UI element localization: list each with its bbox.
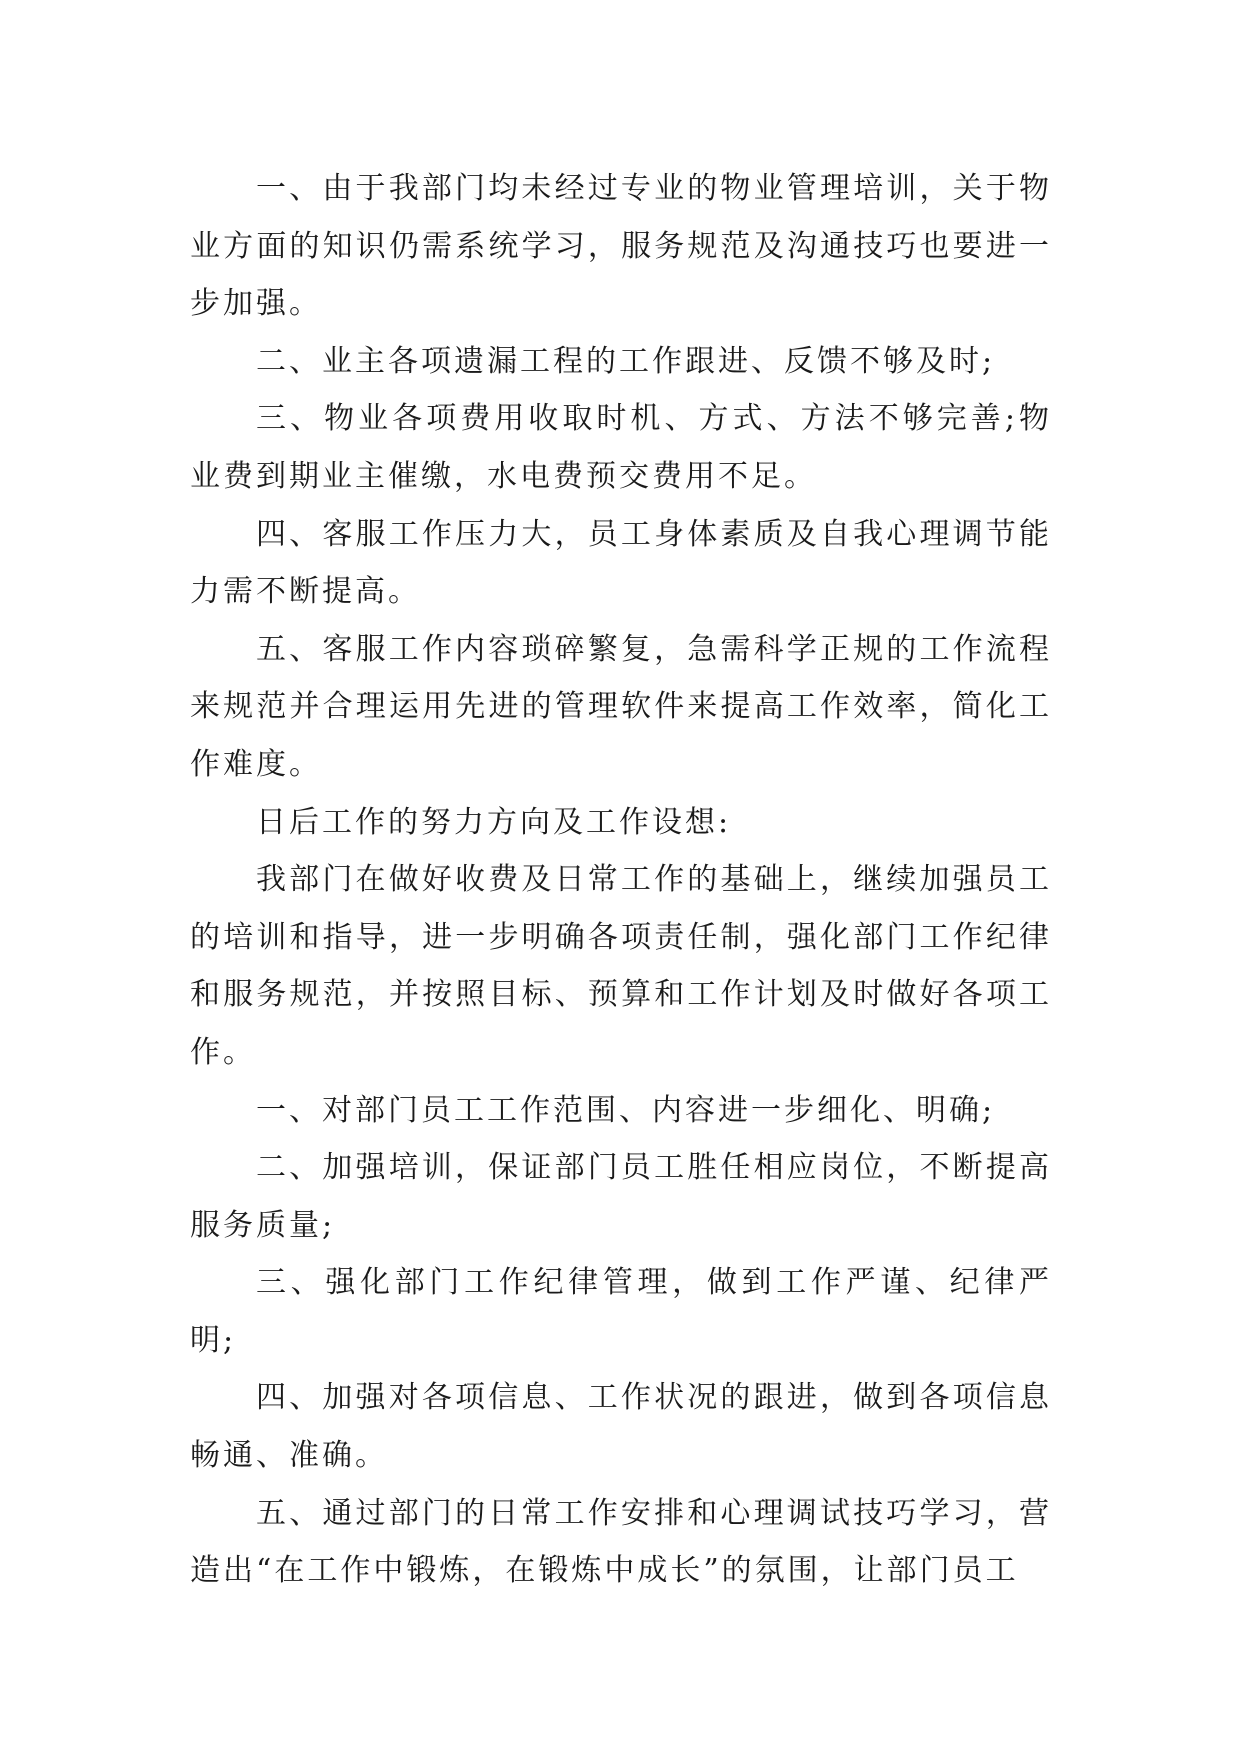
paragraph-plan-4: 四、加强对各项信息、工作状况的跟进，做到各项信息畅通、准确。 — [190, 1380, 1052, 1474]
paragraph-plan-2: 二、加强培训，保证部门员工胜任相应岗位，不断提高服务质量; — [190, 1150, 1052, 1243]
paragraph-problem-4: 四、客服工作压力大，员工身体素质及自我心理调节能力需不断提高。 — [190, 516, 1052, 610]
paragraph-plan-5: 五、通过部门的日常工作安排和心理调试技巧学习，营造出“在工作中锻炼，在锻炼中成长”的氛围，让部门员工 — [190, 1495, 1052, 1589]
section-heading-future-plans: 日后工作的努力方向及工作设想: — [256, 804, 732, 840]
paragraph-plan-1: 一、对部门员工工作范围、内容进一步细化、明确; — [256, 1092, 996, 1128]
paragraph-plan-3: 三、强化部门工作纪律管理，做到工作严谨、纪律严明; — [190, 1265, 1052, 1358]
paragraph-plan-intro: 我部门在做好收费及日常工作的基础上，继续加强员工的培训和指导，进一步明确各项责任制，强化部门工作纪律和服务规范，并按照目标、预算和工作计划及时做好各项工作。 — [190, 862, 1052, 1070]
paragraph-problem-5: 五、客服工作内容琐碎繁复，急需科学正规的工作流程来规范并合理运用先进的管理软件来提高工作效率，简化工作难度。 — [190, 631, 1052, 782]
document-body — [190, 160, 1052, 1600]
paragraph-problem-1: 一、由于我部门均未经过专业的物业管理培训，关于物业方面的知识仍需系统学习，服务规范及沟通技巧也要进一步加强。 — [190, 171, 1052, 322]
paragraph-problem-3: 三、物业各项费用收取时机、方式、方法不够完善;物业费到期业主催缴，水电费预交费用不足。 — [190, 401, 1052, 494]
paragraph-problem-2: 二、业主各项遗漏工程的工作跟进、反馈不够及时; — [256, 343, 996, 379]
